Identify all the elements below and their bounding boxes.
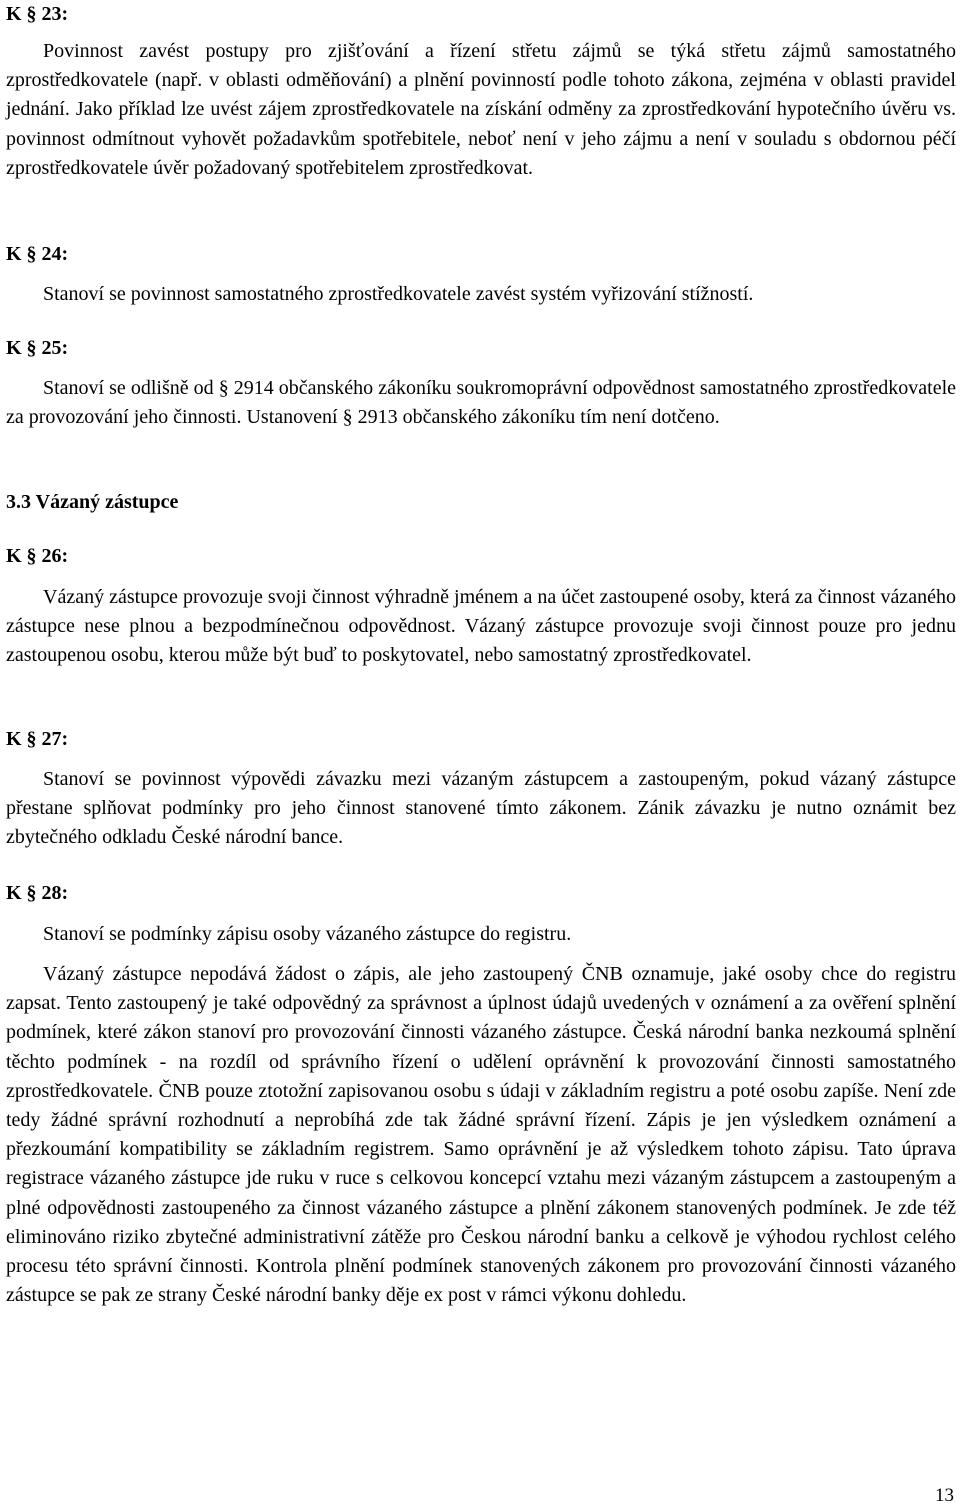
paragraph-27: Stanoví se povinnost výpovědi závazku mezi vázaným zástupcem a zastoupeným, pokud vázaný zástupce přestane splňovat podmínky pro jeho činnost stanovené tímto zákonem. Zánik závazku je nutno oznámit bez zbytečného odkladu České národní bance. <box>6 768 956 849</box>
section-heading-25: K § 25: <box>6 337 69 359</box>
paragraph-28a: Stanoví se podmínky zápisu osoby vázaného zástupce do registru. <box>43 923 572 945</box>
section-heading-24: K § 24: <box>6 243 69 265</box>
paragraph-25: Stanoví se odlišně od § 2914 občanského zákoníku soukromoprávní odpovědnost samostatného zprostředkovatele za provozování jeho činnosti. Ustanovení § 2913 občanského zákoníku tím není dotčeno. <box>6 377 956 429</box>
section-heading-27: K § 27: <box>6 728 69 750</box>
section-title-3-3: 3.3 Vázaný zástupce <box>6 491 179 513</box>
paragraph-23: Povinnost zavést postupy pro zjišťování a řízení střetu zájmů se týká střetu zájmů samostatného zprostředkovatele (např. v oblasti odměňování) a plnění povinností podle tohoto zákona, zejména v oblasti pravidel jednání. Jako příklad lze uvést zájem zprostředkovatele na získání odměny za zprostředkování hypotečního úvěru vs. povinnost odmítnout vyhovět požadavkům spotřebitele, neboť není v jeho zájmu a není v souladu s obdornou péčí zprostředkovatele úvěr požadovaný spotřebitelem zprostředkovat. <box>6 40 956 179</box>
paragraph-26: Vázaný zástupce provozuje svoji činnost výhradně jménem a na účet zastoupené osoby, která za činnost vázaného zástupce nese plnou a bezpodmínečnou odpovědnost. Vázaný zástupce provozuje svoji činnost pouze pro jednu zastoupenou osobu, kterou může být buď to poskytovatel, nebo samostatný zprostředkovatel. <box>6 586 956 667</box>
paragraph-28b: Vázaný zástupce nepodává žádost o zápis, ale jeho zastoupený ČNB oznamuje, jaké osoby chce do registru zapsat. Tento zastoupený je také odpovědný za správnost a úplnost údajů uvedených v oznámení a za ověření splnění podmínek, které zákon stanoví pro provozování činnosti vázaného zástupce. Česká národní banka nezkoumá splnění těchto podmínek - na rozdíl od správního řízení o udělení oprávnění k provozování činnosti samostatného zprostředkovatele. ČNB pouze ztotožní zapisovanou osobu s údaji v základním registru a poté osobu zapíše. Není zde tedy žádné správní rozhodnutí a neprobíhá zde tak žádné správní řízení. Zápis je jen výsledkem oznámení a přezkoumání kompatibility se základním registrem. Samo oprávnění je až výsledkem tohoto zápisu. Tato úprava registrace vázaného zástupce jde ruku v ruce s celkovou koncepcí vztahu mezi vázaným zástupcem a zastoupeným a plné odpovědnosti zastoupeného za činnost vázaného zástupce a plnění zákonem stanovených podmínek. Je zde též eliminováno riziko zbytečné administrativní zátěže pro Českou národní banku a celkově je výhodou rychlost celého procesu této správní činnosti. Kontrola plnění podmínek stanovených zákonem pro provozování činnosti vázaného zástupce se pak ze strany České národní banky děje ex post v rámci výkonu dohledu. <box>6 963 956 1307</box>
page-number: 13 <box>935 1485 954 1506</box>
section-heading-23: K § 23: <box>6 3 69 25</box>
section-heading-26: K § 26: <box>6 545 69 567</box>
section-heading-28: K § 28: <box>6 882 69 904</box>
paragraph-24: Stanoví se povinnost samostatného zprostředkovatele zavést systém vyřizování stížností. <box>43 283 754 305</box>
